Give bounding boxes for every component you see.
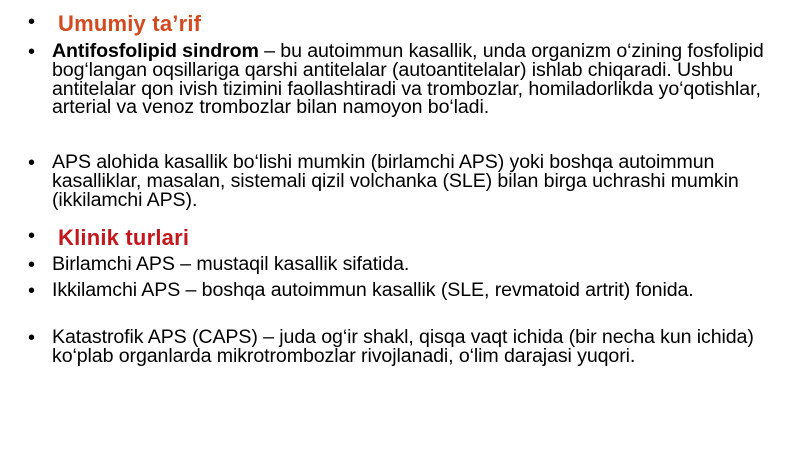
bullet: • — [28, 41, 36, 63]
bullet: • — [28, 225, 36, 247]
type-text-2: Ikkilamchi APS – boshqa autoimmun kasallik (SLE, revmatoid artrit) fonida. — [52, 279, 694, 301]
term-highlight: Antifosfolipid sindrom — [52, 40, 259, 62]
bullet: • — [28, 280, 36, 302]
definition-text-1 — [52, 42, 794, 117]
type-text-1: Birlamchi APS – mustaqil kasallik sifatida. — [52, 253, 410, 275]
type-text-3: Katastrofik APS (CAPS) – juda og‘ir shakl, qisqa vaqt ichida (bir necha kun ichida) ko‘plab organlarda mikrotrombozlar rivojlanadi, o‘lim darajasi yuqori. — [52, 326, 754, 367]
definition-text-2: APS alohida kasallik bo‘lishi mumkin (birlamchi APS) yoki boshqa autoimmun kasalliklar, masalan, sistemali qizil volchanka (SLE) bilan birga uchrashi mumkin (ikkilamchi APS). — [52, 151, 739, 211]
bullet: • — [28, 327, 36, 349]
bullet: • — [28, 152, 36, 174]
definition-body-1: – bu autoimmun kasallik, unda organizm o‘zining fosfolipid bog‘langan oqsillariga qarshi antitelalar (autoantitelalar) ishlab chiqaradi. Ushbu antitelalar qon ivish tizimini faollashtiradi va trombozlar, homiladorlikda yo‘qotishlar, arterial va venoz trombozlar bilan namoyon bo‘ladi. — [52, 40, 764, 119]
bullet: • — [28, 254, 36, 276]
heading-types: Klinik turlari — [58, 225, 190, 250]
bullet: • — [28, 11, 36, 33]
heading-definition: Umumiy ta’rif — [58, 11, 202, 36]
